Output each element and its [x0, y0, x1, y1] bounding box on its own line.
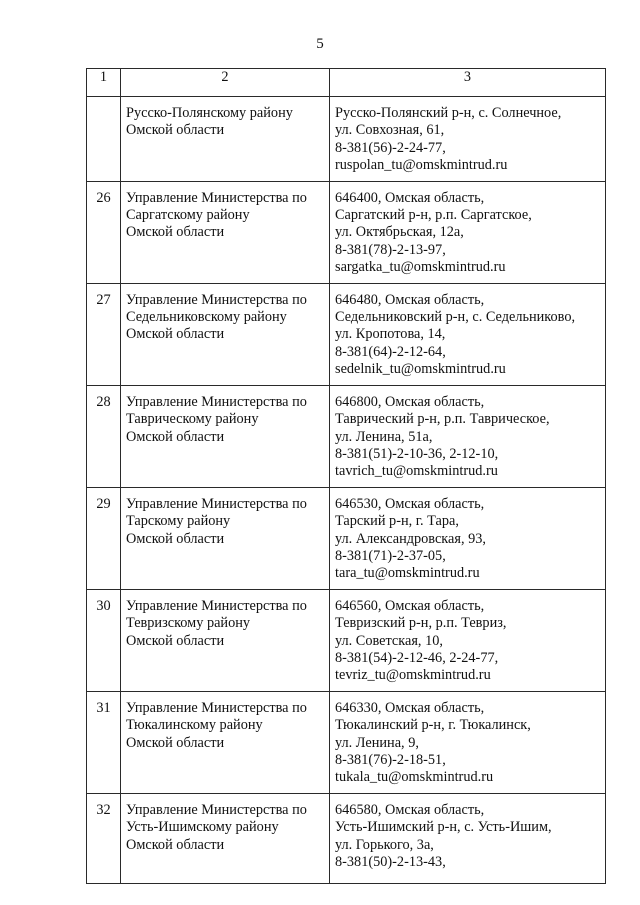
department-line: Саргатскому району	[126, 207, 250, 224]
address-line: 8-381(56)-2-24-77,	[335, 139, 446, 156]
department-line: Омской области	[126, 530, 225, 547]
column-header: 3	[330, 69, 606, 97]
department-line: Омской области	[126, 632, 225, 649]
department-cell	[121, 487, 330, 589]
address-line: ул. Горького, 3а,	[335, 836, 434, 853]
address-line: Седельниковский р-н, с. Седельниково,	[335, 309, 576, 326]
address-line: 646580, Омская область,	[335, 801, 485, 818]
department-line: Управление Министерства по	[126, 801, 307, 818]
table-row	[87, 181, 606, 283]
address-line: 8-381(51)-2-10-36, 2-12-10,	[335, 445, 499, 462]
address-line: 646400, Омская область,	[335, 189, 485, 206]
address-cell	[330, 691, 606, 793]
address-line: Усть-Ишимский р-н, с. Усть-Ишим,	[335, 819, 552, 836]
address-line: ул. Совхозная, 61,	[335, 122, 445, 139]
column-header: 2	[121, 69, 330, 97]
address-line: 8-381(50)-2-13-43,	[335, 854, 446, 871]
department-line: Омской области	[126, 428, 225, 445]
department-line: Седельниковскому району	[126, 309, 287, 326]
table-row	[87, 589, 606, 691]
email-address: tavrich_tu@omskmintrud.ru	[335, 463, 498, 480]
address-line: 646800, Омская область,	[335, 393, 485, 410]
address-cell	[330, 283, 606, 385]
row-number: 31	[87, 691, 121, 793]
department-line: Управление Министерства по	[126, 699, 307, 716]
department-line: Омской области	[126, 224, 225, 241]
address-cell	[330, 97, 606, 182]
row-number: 32	[87, 793, 121, 883]
department-line: Управление Министерства по	[126, 393, 307, 410]
email-address: tukala_tu@omskmintrud.ru	[335, 769, 494, 786]
department-cell	[121, 97, 330, 182]
page-number: 5	[316, 36, 324, 52]
department-cell	[121, 691, 330, 793]
address-line: 8-381(54)-2-12-46, 2-24-77,	[335, 649, 499, 666]
address-line: Таврический р-н, р.п. Таврическое,	[335, 411, 550, 428]
row-number: 29	[87, 487, 121, 589]
row-number: 26	[87, 181, 121, 283]
address-line: 8-381(76)-2-18-51,	[335, 752, 446, 768]
table-row	[87, 385, 606, 487]
department-line: Таврическому району	[126, 411, 259, 428]
address-line: 646330, Омская область,	[335, 699, 485, 716]
table-row	[87, 793, 606, 883]
address-cell	[330, 385, 606, 487]
address-line: Тевризский р-н, р.п. Тевриз,	[335, 615, 507, 632]
address-line: ул. Ленина, 51а,	[335, 428, 433, 445]
row-number: 28	[87, 385, 121, 487]
address-cell	[330, 589, 606, 691]
address-line: 646560, Омская область,	[335, 597, 485, 614]
department-line: Тевризскому району	[126, 615, 251, 632]
row-number: 27	[87, 283, 121, 385]
department-cell	[121, 589, 330, 691]
table-body	[87, 97, 606, 884]
table-row	[87, 97, 606, 182]
row-number: 30	[87, 589, 121, 691]
email-address: sedelnik_tu@omskmintrud.ru	[335, 361, 506, 378]
address-line: 8-381(78)-2-13-97,	[335, 241, 446, 258]
address-line: 646530, Омская область,	[335, 495, 485, 512]
column-header: 1	[87, 69, 121, 97]
table-row	[87, 283, 606, 385]
department-line: Тарскому району	[126, 513, 231, 530]
department-line: Управление Министерства по	[126, 291, 307, 308]
table-row	[87, 691, 606, 793]
address-line: 8-381(71)-2-37-05,	[335, 547, 446, 564]
offices-table	[86, 68, 606, 884]
department-line: Омской области	[126, 734, 225, 751]
address-cell	[330, 793, 606, 883]
address-line: Саргатский р-н, р.п. Саргатское,	[335, 207, 532, 224]
address-line: Русско-Полянский р-н, с. Солнечное,	[335, 105, 562, 121]
department-line: Омской области	[126, 326, 225, 343]
address-line: 8-381(64)-2-12-64,	[335, 343, 446, 360]
address-line: ул. Советская, 10,	[335, 632, 443, 649]
table-row	[87, 487, 606, 589]
address-line: ул. Ленина, 9,	[335, 734, 419, 751]
address-line: Тарский р-н, г. Тара,	[335, 513, 459, 530]
email-address: ruspolan_tu@omskmintrud.ru	[335, 157, 508, 174]
department-line: Тюкалинскому району	[126, 717, 263, 734]
table-header-row	[87, 69, 606, 97]
address-line: ул. Александровская, 93,	[335, 530, 486, 547]
department-cell	[121, 181, 330, 283]
department-cell	[121, 793, 330, 883]
email-address: tevriz_tu@omskmintrud.ru	[335, 667, 491, 684]
department-line: Управление Министерства по	[126, 189, 307, 206]
department-cell	[121, 385, 330, 487]
address-line: 646480, Омская область,	[335, 291, 485, 308]
department-line: Управление Министерства по	[126, 495, 307, 512]
department-line: Омской области	[126, 122, 225, 139]
row-number	[87, 97, 121, 182]
department-cell	[121, 283, 330, 385]
address-line: ул. Октябрьская, 12а,	[335, 224, 464, 241]
department-line: Русско-Полянскому району	[126, 105, 293, 121]
department-line: Усть-Ишимскому району	[126, 819, 279, 836]
department-line: Управление Министерства по	[126, 597, 307, 614]
address-cell	[330, 181, 606, 283]
address-line: ул. Кропотова, 14,	[335, 326, 446, 343]
address-line: Тюкалинский р-н, г. Тюкалинск,	[335, 717, 531, 734]
email-address: sargatka_tu@omskmintrud.ru	[335, 259, 506, 276]
department-line: Омской области	[126, 836, 225, 853]
address-cell	[330, 487, 606, 589]
email-address: tara_tu@omskmintrud.ru	[335, 565, 480, 582]
